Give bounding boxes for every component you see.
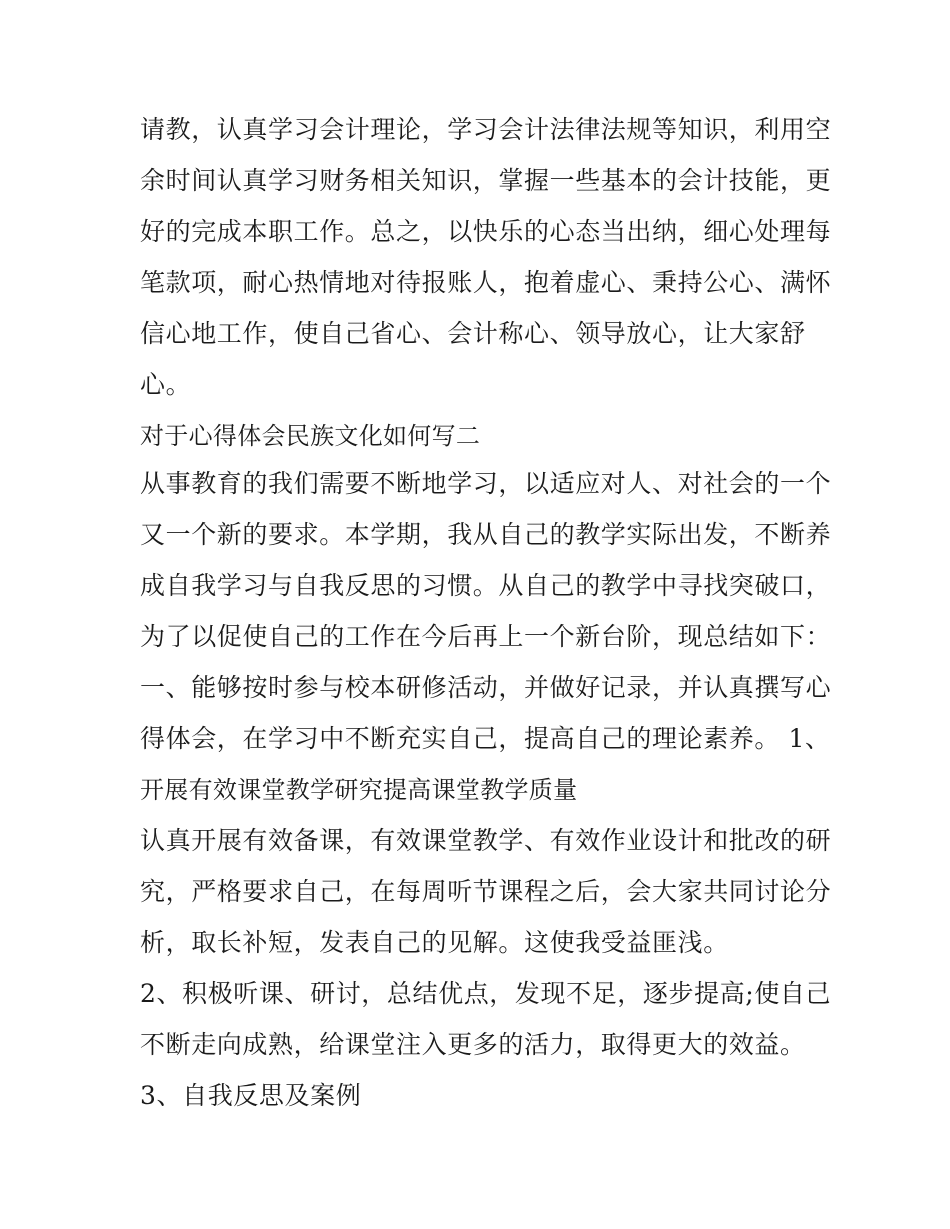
section-heading: 对于心得体会民族文化如何写二	[140, 422, 481, 450]
paragraph-line-4: 笔款项，耐心热情地对待报账人，抱着虚心、秉持公心、满怀	[140, 268, 832, 297]
paragraph-line-10: 成自我学习与自我反思的习惯。从自己的教学中寻找突破口，	[140, 571, 832, 600]
paragraph-line-16: 究，严格要求自己，在每周听节课程之后，会大家共同讨论分	[140, 877, 832, 906]
paragraph-line-17: 析，取长补短，发表自己的见解。这使我受益匪浅。	[140, 928, 729, 957]
paragraph-line-18: 2、积极听课、研讨，总结优点，发现不足，逐步提高;使自己	[140, 979, 832, 1008]
subsection-heading: 开展有效课堂教学研究提高课堂教学质量	[140, 776, 578, 804]
paragraph-line-2: 余时间认真学习财务相关知识，掌握一些基本的会计技能，更	[140, 166, 832, 195]
paragraph-line-5: 信心地工作，使自己省心、会计称心、领导放心，让大家舒	[140, 319, 806, 348]
paragraph-line-6: 心。	[140, 370, 192, 399]
paragraph-line-11: 为了以促使自己的工作在今后再上一个新台阶，现总结如下：	[140, 622, 832, 651]
paragraph-line-3: 好的完成本职工作。总之，以快乐的心态当出纳，细心处理每	[140, 217, 832, 246]
paragraph-line-8: 从事教育的我们需要不断地学习，以适应对人、对社会的一个	[140, 469, 832, 498]
paragraph-line-12: 一、能够按时参与校本研修活动，并做好记录，并认真撰写心	[140, 673, 832, 702]
paragraph-line-13: 得体会，在学习中不断充实自己，提高自己的理论素养。 1、	[140, 724, 831, 753]
paragraph-line-20: 3、自我反思及案例	[140, 1081, 362, 1110]
paragraph-line-15: 认真开展有效备课，有效课堂教学、有效作业设计和批改的研	[140, 826, 832, 855]
paragraph-line-1: 请教，认真学习会计理论，学习会计法律法规等知识，利用空	[140, 115, 832, 144]
paragraph-line-19: 不断走向成熟，给课堂注入更多的活力，取得更大的效益。	[140, 1030, 806, 1059]
paragraph-line-9: 又一个新的要求。本学期，我从自己的教学实际出发，不断养	[140, 520, 832, 549]
